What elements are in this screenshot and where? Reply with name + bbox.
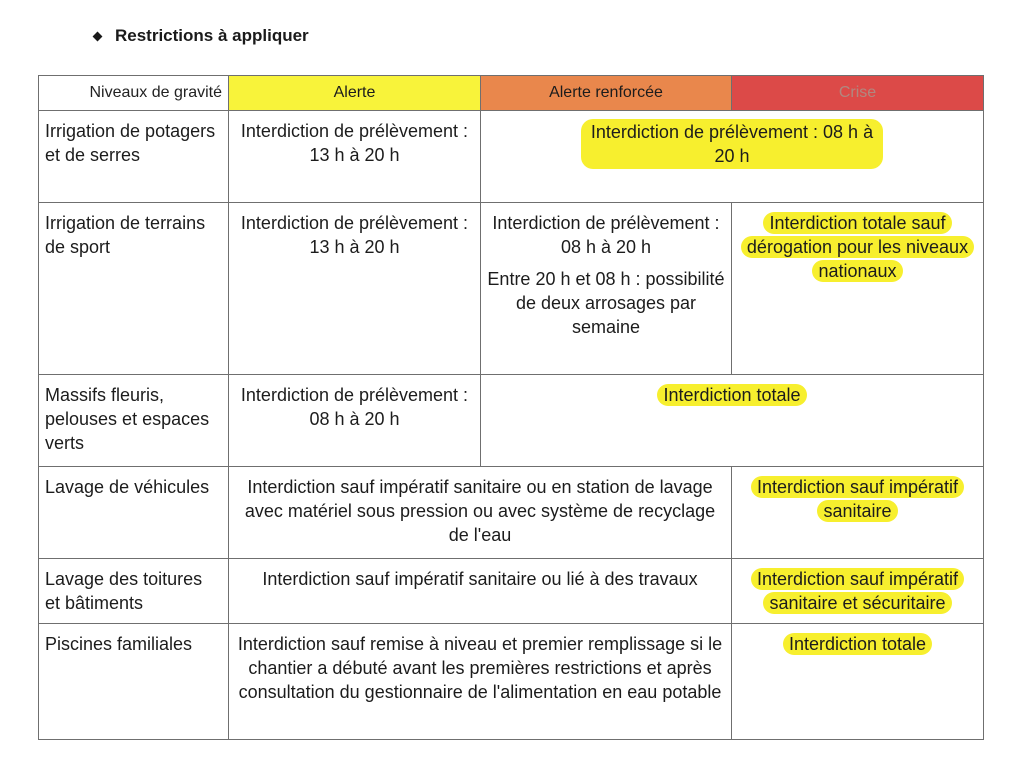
- row-label: Piscines familiales: [39, 624, 229, 740]
- cell-alerte: Interdiction de prélèvement : 13 h à 20 h: [229, 203, 481, 375]
- cell-crise: [732, 203, 984, 375]
- table-row: [39, 375, 984, 467]
- header-crise: Crise: [732, 76, 984, 111]
- row-label: Lavage des toitures et bâtiments: [39, 559, 229, 624]
- bullet-icon: [93, 31, 103, 41]
- header-alerte: Alerte: [229, 76, 481, 111]
- table-row: [39, 467, 984, 559]
- highlighted-text: Interdiction sauf impératif sanitaire: [751, 476, 964, 522]
- cell-text: Interdiction de prélèvement : 08 h à 20 h: [492, 213, 720, 257]
- highlighted-text: Interdiction totale sauf dérogation pour les niveaux nationaux: [741, 212, 974, 282]
- heading-text: Restrictions à appliquer: [115, 26, 309, 45]
- cell-alerte-renforcee: Interdiction sauf impératif sanitaire ou en station de lavage avec matériel sous pression ou avec système de recyclage de l'eau: [229, 467, 732, 559]
- cell-alerte-renforcee: Interdiction sauf remise à niveau et premier remplissage si le chantier a débuté avant les premières restrictions et après consultation du gestionnaire de l'alimentation en eau potable: [229, 624, 732, 740]
- cell-crise: [732, 559, 984, 624]
- section-heading: [94, 26, 309, 46]
- highlighted-text: Interdiction de prélèvement : 08 h à 20 h: [581, 119, 883, 169]
- highlighted-text: Interdiction sauf impératif sanitaire et sécuritaire: [751, 568, 964, 614]
- table-row: [39, 203, 984, 375]
- header-row: [39, 76, 984, 111]
- row-label: Irrigation de potagers et de serres: [39, 111, 229, 203]
- cell-renforcee-crise: [481, 111, 984, 203]
- header-levels: Niveaux de gravité: [39, 76, 229, 111]
- highlighted-text: Interdiction totale: [783, 633, 932, 655]
- cell-text: Entre 20 h et 08 h : possibilité de deux arrosages par semaine: [487, 269, 725, 337]
- cell-alerte: Interdiction de prélèvement : 08 h à 20 h: [229, 375, 481, 467]
- restrictions-table: [38, 75, 984, 740]
- table-row: [39, 111, 984, 203]
- header-alerte-renforcee: Alerte renforcée: [481, 76, 732, 111]
- highlighted-text: Interdiction totale: [657, 384, 806, 406]
- row-label: Lavage de véhicules: [39, 467, 229, 559]
- cell-renforcee: [481, 203, 732, 375]
- cell-crise: [732, 467, 984, 559]
- cell-crise: [732, 624, 984, 740]
- row-label: Irrigation de terrains de sport: [39, 203, 229, 375]
- table-row: [39, 624, 984, 740]
- row-label: Massifs fleuris, pelouses et espaces verts: [39, 375, 229, 467]
- cell-alerte-renforcee: Interdiction sauf impératif sanitaire ou lié à des travaux: [229, 559, 732, 624]
- cell-renforcee-crise: [481, 375, 984, 467]
- cell-alerte: Interdiction de prélèvement : 13 h à 20 h: [229, 111, 481, 203]
- table-row: [39, 559, 984, 624]
